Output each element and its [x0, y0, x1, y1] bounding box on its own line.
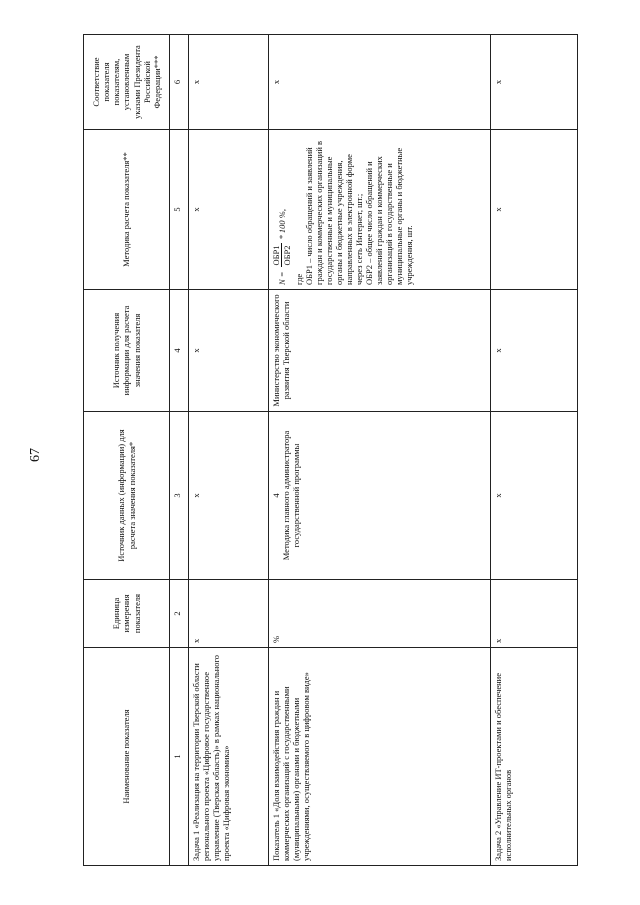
- formula-lhs: N =: [276, 271, 287, 285]
- row-origin: Министерство экономического развития Тверской области: [269, 290, 491, 412]
- row-source: х: [491, 412, 578, 580]
- header-name: Наименование показателя: [84, 648, 170, 866]
- header-method: Методика расчета показателя**: [84, 130, 170, 290]
- column-number: 1: [170, 648, 189, 866]
- row-source: х: [189, 412, 269, 580]
- row-name: Задача 2 «Управление ИТ-проектами и обеспечение исполнительных органов: [491, 648, 578, 866]
- row-name: Показатель 1 «Доля взаимодействия граждан и коммерческих организаций с государственными (муниципальными) органами и бюджетными учреждениями, осуществляемого в цифровом виде»: [269, 648, 491, 866]
- header-unit: Единица измерения показателя: [84, 580, 170, 648]
- formula-numerator: ОБР1: [271, 245, 281, 266]
- formula-rhs: * 100 %,: [276, 209, 287, 240]
- column-number-row: [170, 35, 189, 866]
- table-row: [189, 35, 269, 866]
- formula-denominator: ОБР2: [282, 245, 293, 266]
- header-row: [84, 35, 170, 866]
- method-formula: [271, 134, 292, 285]
- rotated-table-container: [83, 35, 578, 866]
- row-source: 4 Методика главного администратора государственной программы: [269, 412, 491, 580]
- header-match: Соответствие показателя показателям, установленным указами Президента Российской Федерации***: [84, 35, 170, 130]
- formula-fraction: [271, 243, 292, 267]
- table-row: [269, 35, 491, 866]
- row-origin: х: [189, 290, 269, 412]
- page-number: 67: [28, 448, 43, 462]
- method-description: где ОБР1 – число обращений и заявлений граждан и коммерческих организаций в государственные и муниципальные органы и бюджетные учреждения, направленных в электронной форме через сеть Интернет, шт.; ОБР2 – общее число обращений и заявлений граждан и коммерческих организаций в государственные и муниципальные органы и бюджетные учреждения, шт.: [294, 140, 415, 285]
- row-match: х: [269, 35, 491, 130]
- row-unit: х: [189, 580, 269, 648]
- row-name: Задача 1 «Реализация на территории Тверской области регионального проекта «Цифровое государственное управление (Тверская область)» в рамках национального проекта «Цифровая экономика»: [189, 648, 269, 866]
- row-unit: х: [491, 580, 578, 648]
- header-origin: Источник получения информации для расчета значения показателя: [84, 290, 170, 412]
- row-method: х: [189, 130, 269, 290]
- row-method: х: [491, 130, 578, 290]
- row-origin: х: [491, 290, 578, 412]
- row-unit: %: [269, 580, 491, 648]
- column-number: 2: [170, 580, 189, 648]
- column-number: 3: [170, 412, 189, 580]
- header-source: Источник данных (информации) для расчета значения показателя*: [84, 412, 170, 580]
- indicator-table: [83, 34, 578, 866]
- table-row: [491, 35, 578, 866]
- column-number: 6: [170, 35, 189, 130]
- row-match: х: [189, 35, 269, 130]
- column-number: 4: [170, 290, 189, 412]
- column-number: 5: [170, 130, 189, 290]
- row-method: [269, 130, 491, 290]
- row-match: х: [491, 35, 578, 130]
